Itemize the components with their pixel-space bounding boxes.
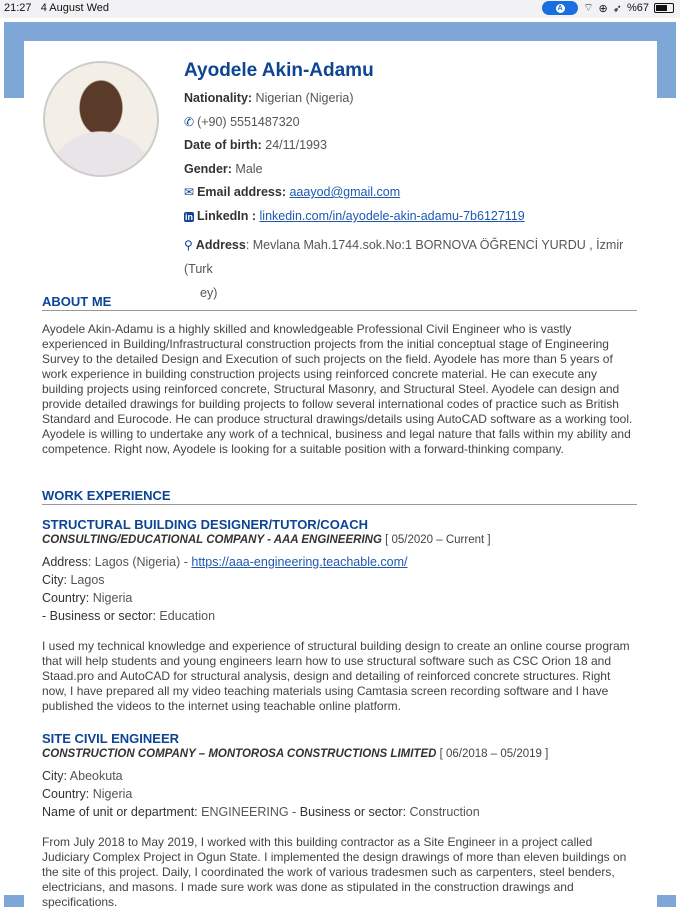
footer-band-right (656, 895, 676, 907)
job-description: I used my technical knowledge and experience of structural building design to create an online course program that will help students and young engineers learn how to use structural software such as CSC Orion 18 and Staad.pro and AutoCAD for structural analysis, design and detailing of reinforced concrete structures. Right now, I have prepared all my video teaching materials using Camtasia screen recording software and I have published the videos to the internet using teachable online platform. (42, 639, 630, 713)
about-heading: ABOUT ME (42, 294, 637, 311)
battery-icon (654, 3, 674, 13)
job-title: STRUCTURAL BUILDING DESIGNER/TUTOR/COACH (42, 517, 368, 532)
profile-photo (43, 61, 159, 177)
about-text: Ayodele Akin-Adamu is a highly skilled and knowledgeable Professional Civil Engineer who is vastly experienced in Building/Infrastructural construction projects from the initial conceptual stage of Engineering Survey to the detailed Design and Execution of such projects on the field. Ayodele has more than 5 years of work experience in building construction projects using reinforced concrete material. He can execute any building projects using reinforced concrete, Structural Masonry, and Structural Steel. Ayodele can design and provide detailed drawings for building projects to follow several international codes of practice such as British Standard and Eurocode. He can produce structural drawings/details using AutoCAD software as a working tool. Ayodele is willing to undertake any work of a technical, business and legal nature that falls within my ability and competence. Right now, Ayodele is looking for a suitable position with a forward-thinking company. (42, 322, 633, 456)
location-pin-icon: ⚲ (184, 238, 193, 252)
job-country: Country: Nigeria (42, 787, 133, 801)
nationality: Nationality: Nigerian (Nigeria) (184, 91, 354, 105)
status-time: 21:27 4 August Wed (4, 2, 109, 14)
job-description: From July 2018 to May 2019, I worked with this building contractor as a Site Engineer in a project called Judiciary Complex Project in Ogun State. I implemented the design drawings of more than eleven buildings on the site of this project. Daily, I coordinated the work of various tradesmen such as carpenters, steel benders, electricians, and masons. I made sure work was done as stipulated in the construction drawings and specifications. (42, 835, 627, 909)
job-city: City: Abeokuta (42, 769, 123, 783)
job-url-link[interactable]: https://aaa-engineering.teachable.com/ (191, 555, 408, 569)
gender: Gender: Male (184, 162, 263, 176)
footer-band-left (4, 895, 24, 907)
wifi-icon: ⌔ (583, 2, 594, 14)
lock-rotation-icon: ⊕ (598, 2, 608, 15)
phone-icon: ✆ (184, 115, 195, 129)
work-heading: WORK EXPERIENCE (42, 488, 637, 505)
job-sector: - Business or sector: Education (42, 609, 216, 623)
email-icon: ✉ (184, 185, 195, 199)
job-country: Country: Nigeria (42, 591, 133, 605)
linkedin: in LinkedIn : linkedin.com/in/ayodele-akin-adamu-7b6127119 (185, 209, 525, 223)
email: ✉ Email address: aaayod@gmail.com (184, 185, 401, 199)
job-city: City: Lagos (42, 573, 105, 587)
linkedin-link[interactable]: linkedin.com/in/ayodele-akin-adamu-7b6127119 (259, 209, 525, 223)
linkedin-icon: in (185, 212, 193, 222)
job-company: CONSULTING/EDUCATIONAL COMPANY - AAA ENGINEERING [ 05/2020 – Current ] (42, 534, 491, 546)
address: ⚲ Address: Mevlana Mah.1744.sok.No:1 BORNOVA ÖĞRENCİ YURDU , İzmir (Turk ey) (184, 233, 644, 305)
job-address: Address: Lagos (Nigeria) - https://aaa-engineering.teachable.com/ (42, 555, 408, 569)
status-bar (0, 0, 680, 18)
email-link[interactable]: aaayod@gmail.com (289, 185, 401, 199)
phone: ✆ (+90) 5551487320 (184, 115, 300, 129)
job-unit: Name of unit or department: ENGINEERING - Business or sector: Construction (42, 805, 480, 819)
location-icon: ➶ (612, 2, 622, 15)
candidate-name: Ayodele Akin-Adamu (184, 60, 374, 81)
job-company: CONSTRUCTION COMPANY – MONTOROSA CONSTRUCTIONS LIMITED [ 06/2018 – 05/2019 ] (42, 748, 549, 760)
battery-percent: %67 (626, 2, 649, 14)
date-of-birth: Date of birth: 24/11/1993 (184, 138, 327, 152)
assistive-pill[interactable]: A (542, 1, 578, 15)
job-title: SITE CIVIL ENGINEER (42, 731, 180, 746)
